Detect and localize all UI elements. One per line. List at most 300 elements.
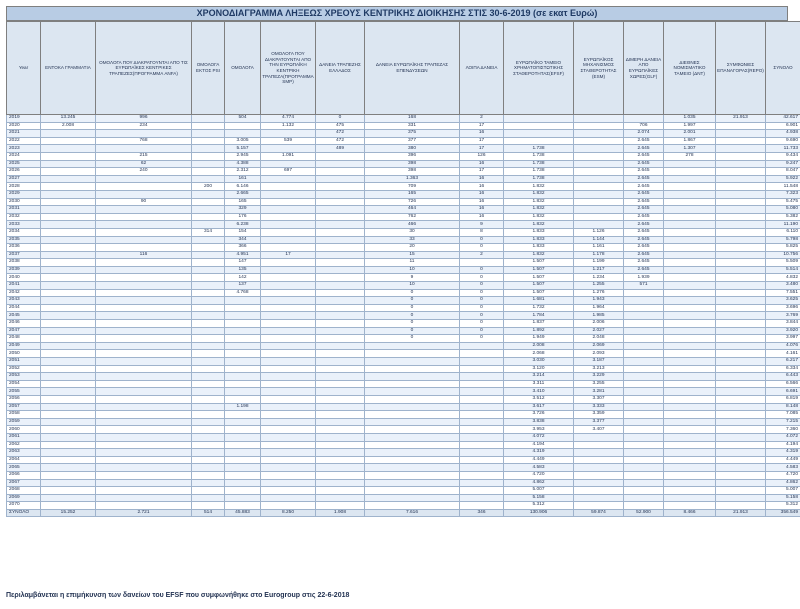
table-cell: 3.407 — [574, 426, 624, 434]
table-cell: 5.080 — [766, 206, 800, 214]
table-cell — [261, 487, 316, 495]
table-cell: 16 — [460, 213, 504, 221]
table-cell — [365, 411, 460, 419]
table-cell — [624, 289, 664, 297]
table-cell: 5.514 — [766, 266, 800, 274]
table-cell: 1.363 — [365, 175, 460, 183]
table-cell: 3.307 — [574, 395, 624, 403]
year-cell: 2031 — [7, 206, 41, 214]
table-cell — [261, 320, 316, 328]
table-cell — [225, 365, 261, 373]
table-cell: 7.360 — [766, 426, 800, 434]
table-cell — [41, 403, 96, 411]
table-cell: 466 — [365, 221, 460, 229]
table-cell: 2.645 — [624, 183, 664, 191]
table-cell — [365, 342, 460, 350]
table-cell: 4.720 — [504, 471, 574, 479]
table-row — [7, 175, 800, 183]
table-cell — [96, 274, 192, 282]
table-cell — [96, 494, 192, 502]
table-cell — [716, 358, 766, 366]
year-cell: 2028 — [7, 183, 41, 191]
table-cell: 1.867 — [664, 137, 716, 145]
table-cell — [261, 160, 316, 168]
table-cell — [716, 433, 766, 441]
table-cell: 3.281 — [574, 388, 624, 396]
table-cell: 6.901 — [766, 122, 800, 130]
table-cell: 1.255 — [574, 282, 624, 290]
table-cell — [316, 304, 365, 312]
table-cell — [624, 388, 664, 396]
table-cell — [316, 350, 365, 358]
table-cell: 215 — [96, 152, 192, 160]
table-cell: 472 — [316, 137, 365, 145]
table-cell — [41, 411, 96, 419]
table-cell: 5.312 — [766, 502, 800, 510]
table-cell — [261, 380, 316, 388]
table-cell: 2.645 — [624, 175, 664, 183]
table-cell: 1.939 — [624, 274, 664, 282]
table-cell: 1.964 — [574, 304, 624, 312]
table-body — [7, 115, 800, 510]
table-cell — [365, 449, 460, 457]
table-cell — [624, 433, 664, 441]
table-cell: 5.158 — [504, 494, 574, 502]
table-row — [7, 441, 800, 449]
table-cell — [716, 266, 766, 274]
table-cell: 2.645 — [624, 137, 664, 145]
table-cell: 17 — [460, 168, 504, 176]
table-cell: 142 — [225, 274, 261, 282]
year-cell: 2036 — [7, 244, 41, 252]
table-cell — [664, 282, 716, 290]
table-cell: 1.234 — [574, 274, 624, 282]
table-cell — [261, 274, 316, 282]
table-cell — [41, 236, 96, 244]
table-cell — [261, 456, 316, 464]
table-cell — [225, 297, 261, 305]
table-cell: 17 — [460, 145, 504, 153]
table-cell: 996 — [96, 115, 192, 123]
table-cell: 16 — [460, 190, 504, 198]
column-header: ΔΙΕΘΝΕΣ ΝΟΜΙΣΜΑΤΙΚΟ ΤΑΜΕΙΟ (ΔΝΤ) — [664, 22, 716, 115]
table-cell: 377 — [365, 137, 460, 145]
table-cell: 1.832 — [504, 198, 574, 206]
table-cell: 17 — [460, 122, 504, 130]
table-cell: 1.949 — [504, 335, 574, 343]
table-cell: 6.691 — [766, 388, 800, 396]
table-cell: 2.645 — [624, 244, 664, 252]
table-cell — [316, 152, 365, 160]
table-row — [7, 456, 800, 464]
table-cell — [664, 198, 716, 206]
column-header: ΟΜΟΛΟΓΑ ΕΚΤΟΣ PSI — [192, 22, 225, 115]
table-row — [7, 122, 800, 130]
table-cell: 3.953 — [504, 426, 574, 434]
table-cell: 5.382 — [766, 213, 800, 221]
table-cell: 4.194 — [766, 441, 800, 449]
table-cell: 3.005 — [225, 137, 261, 145]
table-cell: 7.085 — [766, 411, 800, 419]
total-cell: 8.250 — [261, 509, 316, 517]
table-cell: 3.726 — [504, 411, 574, 419]
table-cell: 154 — [225, 228, 261, 236]
table-cell — [664, 502, 716, 510]
table-cell — [41, 479, 96, 487]
table-cell — [624, 350, 664, 358]
footnote: Περιλαμβάνεται η επιμήκυνση των δανείων του EFSF που συμφωνήθηκε στο Eurogroup στις 22-6-2018 — [6, 592, 350, 599]
table-cell — [225, 358, 261, 366]
table-cell — [261, 259, 316, 267]
table-cell — [41, 274, 96, 282]
table-cell: 4.161 — [766, 350, 800, 358]
table-cell — [574, 137, 624, 145]
year-cell: 2032 — [7, 213, 41, 221]
table-cell — [96, 190, 192, 198]
table-cell — [716, 206, 766, 214]
table-cell — [316, 312, 365, 320]
table-cell: 0 — [365, 320, 460, 328]
table-cell — [41, 502, 96, 510]
table-cell — [624, 395, 664, 403]
table-cell — [96, 297, 192, 305]
table-cell — [41, 175, 96, 183]
table-cell: 16 — [460, 175, 504, 183]
table-cell: 42.617 — [766, 115, 800, 123]
table-cell: 4.583 — [766, 464, 800, 472]
table-cell: 2.645 — [624, 236, 664, 244]
table-cell — [225, 342, 261, 350]
table-row — [7, 137, 800, 145]
total-cell: 45.883 — [225, 509, 261, 517]
table-cell — [664, 494, 716, 502]
table-cell — [316, 175, 365, 183]
table-cell — [365, 441, 460, 449]
table-cell — [41, 487, 96, 495]
table-cell — [716, 168, 766, 176]
table-cell: 539 — [261, 137, 316, 145]
table-cell — [41, 221, 96, 229]
table-row — [7, 304, 800, 312]
table-cell: 1.091 — [261, 152, 316, 160]
column-header: ΕΥΡΩΠΑΪΚΟΣ ΜΗΧΑΝΙΣΜΟΣ ΣΤΑΘΕΡΟΤΗΤΑΣ (ESM) — [574, 22, 624, 115]
table-cell: 90 — [96, 198, 192, 206]
table-cell — [716, 130, 766, 138]
year-cell: 2060 — [7, 426, 41, 434]
table-row — [7, 380, 800, 388]
table-cell — [41, 358, 96, 366]
table-cell — [316, 365, 365, 373]
table-cell — [261, 358, 316, 366]
table-cell — [41, 198, 96, 206]
table-cell — [225, 433, 261, 441]
table-cell — [716, 183, 766, 191]
year-cell: 2030 — [7, 198, 41, 206]
table-cell — [460, 487, 504, 495]
table-cell: 2.645 — [624, 251, 664, 259]
table-cell: 3.410 — [504, 388, 574, 396]
table-cell: 5.922 — [766, 175, 800, 183]
table-cell: 2.645 — [624, 266, 664, 274]
table-cell — [365, 471, 460, 479]
table-cell — [316, 183, 365, 191]
table-cell: 344 — [225, 236, 261, 244]
table-cell — [261, 441, 316, 449]
table-row — [7, 365, 800, 373]
header-row — [7, 22, 800, 115]
table-cell: 4.388 — [225, 160, 261, 168]
table-row — [7, 213, 800, 221]
table-cell — [96, 456, 192, 464]
table-cell: 2.665 — [225, 190, 261, 198]
table-cell — [716, 282, 766, 290]
table-cell — [716, 274, 766, 282]
table-cell: 3.512 — [504, 395, 574, 403]
table-cell — [316, 373, 365, 381]
table-cell: 375 — [365, 130, 460, 138]
year-cell: 2025 — [7, 160, 41, 168]
table-cell — [316, 358, 365, 366]
table-cell — [664, 297, 716, 305]
year-cell: 2053 — [7, 373, 41, 381]
table-cell: 3.214 — [504, 373, 574, 381]
table-cell: 15 — [365, 251, 460, 259]
table-cell — [460, 411, 504, 419]
table-cell — [225, 471, 261, 479]
table-cell — [664, 259, 716, 267]
table-cell — [716, 456, 766, 464]
table-cell — [316, 403, 365, 411]
year-cell: 2024 — [7, 152, 41, 160]
table-cell — [96, 449, 192, 457]
table-cell — [365, 502, 460, 510]
year-cell: 2070 — [7, 502, 41, 510]
table-row — [7, 259, 800, 267]
table-cell: 0 — [365, 312, 460, 320]
table-cell — [574, 471, 624, 479]
table-row — [7, 418, 800, 426]
table-cell: 464 — [365, 206, 460, 214]
table-cell: 1.997 — [664, 122, 716, 130]
table-cell — [574, 213, 624, 221]
table-cell — [41, 183, 96, 191]
table-cell — [716, 494, 766, 502]
table-cell: 6.238 — [225, 221, 261, 229]
table-cell: 2.645 — [624, 190, 664, 198]
table-row — [7, 350, 800, 358]
column-header: ΕΝΤΟΚΑ ΓΡΑΜΜΑΤΙΑ — [41, 22, 96, 115]
table-cell: 475 — [316, 122, 365, 130]
table-cell: 6.217 — [766, 358, 800, 366]
table-cell — [624, 358, 664, 366]
table-cell: 11 — [365, 259, 460, 267]
table-cell — [192, 152, 225, 160]
year-cell: 2023 — [7, 145, 41, 153]
table-cell — [192, 122, 225, 130]
table-cell — [261, 236, 316, 244]
table-cell — [96, 471, 192, 479]
table-cell: 3.187 — [574, 358, 624, 366]
table-cell — [192, 358, 225, 366]
table-cell — [41, 312, 96, 320]
table-cell — [716, 380, 766, 388]
table-cell — [96, 183, 192, 191]
table-cell — [316, 441, 365, 449]
table-cell — [624, 342, 664, 350]
table-cell: 16 — [460, 183, 504, 191]
table-cell — [261, 418, 316, 426]
table-cell: 2.008 — [41, 122, 96, 130]
table-cell: 2.645 — [624, 168, 664, 176]
table-cell — [192, 350, 225, 358]
table-cell — [624, 456, 664, 464]
table-cell — [225, 502, 261, 510]
table-cell — [664, 471, 716, 479]
table-cell — [574, 183, 624, 191]
table-cell — [41, 441, 96, 449]
table-cell — [41, 335, 96, 343]
table-cell — [192, 168, 225, 176]
table-cell — [192, 198, 225, 206]
table-cell — [192, 426, 225, 434]
table-cell — [41, 213, 96, 221]
year-cell: 2022 — [7, 137, 41, 145]
table-cell: 5.158 — [766, 494, 800, 502]
table-cell: 8.047 — [766, 168, 800, 176]
table-cell — [365, 373, 460, 381]
year-cell: 2020 — [7, 122, 41, 130]
table-cell: 7.551 — [766, 289, 800, 297]
table-cell — [96, 312, 192, 320]
table-cell: 6.443 — [766, 373, 800, 381]
table-cell: 331 — [365, 122, 460, 130]
table-cell — [192, 373, 225, 381]
table-row — [7, 130, 800, 138]
table-cell: 3.359 — [574, 411, 624, 419]
table-cell — [716, 213, 766, 221]
table-cell — [365, 456, 460, 464]
year-cell: 2029 — [7, 190, 41, 198]
table-cell — [316, 259, 365, 267]
table-cell — [261, 228, 316, 236]
table-row — [7, 228, 800, 236]
table-cell — [716, 395, 766, 403]
table-cell: 2.645 — [624, 206, 664, 214]
year-cell: 2061 — [7, 433, 41, 441]
table-cell: 2 — [460, 251, 504, 259]
table-cell: 366 — [225, 244, 261, 252]
table-cell — [624, 449, 664, 457]
year-cell: 2050 — [7, 350, 41, 358]
table-cell: 1.892 — [504, 327, 574, 335]
table-cell: 314 — [192, 228, 225, 236]
table-cell — [225, 122, 261, 130]
table-cell — [96, 259, 192, 267]
table-cell: 4.449 — [504, 456, 574, 464]
table-cell — [41, 282, 96, 290]
table-cell — [316, 236, 365, 244]
table-cell — [624, 403, 664, 411]
table-row — [7, 426, 800, 434]
table-cell — [716, 175, 766, 183]
table-cell — [624, 297, 664, 305]
table-cell — [316, 479, 365, 487]
table-cell — [41, 471, 96, 479]
table-cell: 768 — [96, 137, 192, 145]
table-cell — [316, 206, 365, 214]
table-cell: 1.681 — [504, 297, 574, 305]
table-row — [7, 395, 800, 403]
year-cell: 2043 — [7, 297, 41, 305]
table-cell: 5.798 — [766, 236, 800, 244]
year-cell: 2038 — [7, 259, 41, 267]
table-cell — [261, 312, 316, 320]
table-cell — [716, 312, 766, 320]
table-cell: 3.213 — [574, 365, 624, 373]
year-cell: 2035 — [7, 236, 41, 244]
table-cell: 489 — [316, 145, 365, 153]
table-cell — [261, 282, 316, 290]
table-cell: 200 — [192, 183, 225, 191]
table-cell: 0 — [460, 244, 504, 252]
table-cell — [261, 297, 316, 305]
table-cell — [41, 380, 96, 388]
table-cell — [664, 274, 716, 282]
table-cell: 278 — [664, 152, 716, 160]
table-cell: 11.733 — [766, 145, 800, 153]
table-cell: 1.738 — [504, 160, 574, 168]
table-cell — [365, 395, 460, 403]
column-header: ΣΥΝΟΛΟ — [766, 22, 800, 115]
table-cell: 4.720 — [766, 471, 800, 479]
table-cell — [504, 130, 574, 138]
year-cell: 2039 — [7, 266, 41, 274]
table-cell — [192, 395, 225, 403]
table-cell: 1.833 — [504, 236, 574, 244]
table-cell — [261, 289, 316, 297]
table-cell — [261, 403, 316, 411]
table-cell: 1.985 — [574, 312, 624, 320]
table-cell — [96, 304, 192, 312]
table-cell — [225, 388, 261, 396]
table-cell — [41, 426, 96, 434]
year-cell: 2068 — [7, 487, 41, 495]
table-cell — [96, 130, 192, 138]
year-cell: 2041 — [7, 282, 41, 290]
table-cell — [192, 464, 225, 472]
table-cell — [716, 244, 766, 252]
table-cell — [192, 471, 225, 479]
table-cell: 6.334 — [766, 365, 800, 373]
table-cell — [504, 115, 574, 123]
column-header: ΛΟΙΠΑ ΔΑΝΕΙΑ — [460, 22, 504, 115]
table-cell — [664, 358, 716, 366]
table-cell: 1.738 — [504, 175, 574, 183]
table-cell — [460, 441, 504, 449]
table-cell — [365, 380, 460, 388]
table-cell: 4.938 — [766, 130, 800, 138]
table-cell: 30 — [365, 228, 460, 236]
table-cell — [192, 304, 225, 312]
table-cell — [716, 388, 766, 396]
table-cell — [41, 137, 96, 145]
year-cell: 2044 — [7, 304, 41, 312]
table-cell — [664, 449, 716, 457]
table-cell — [96, 228, 192, 236]
table-row — [7, 449, 800, 457]
table-cell — [664, 312, 716, 320]
table-cell: 176 — [225, 213, 261, 221]
